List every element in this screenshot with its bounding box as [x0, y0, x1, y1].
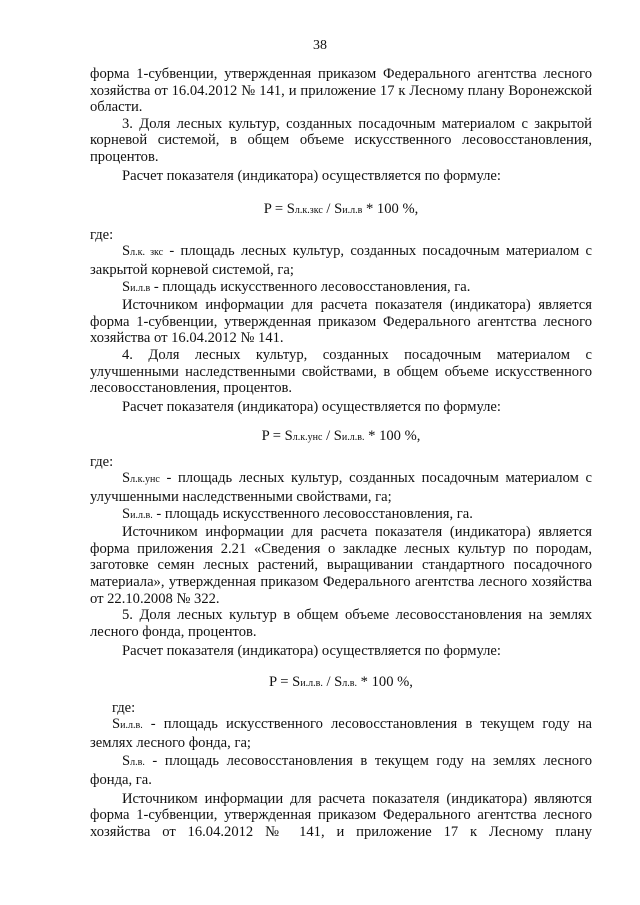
section-3-heading: 3. Доля лесных культур, созданных посадочным материалом с закрытой корневой системой, в общем объеме искусственного лесовосстановления, процентов. [90, 115, 592, 165]
formula-5: P = Sи.л.в. / Sл.в. * 100 %, [269, 674, 413, 690]
paragraph: Источником информации для расчета показателя (индикатора) являются форма 1-субвенции, утвержденная приказом Федерального агентства лесного хозяйства от 16.04.2012 № 141, и приложение 17 к Лесному плану [90, 790, 592, 840]
section-5-heading: 5. Доля лесных культур в общем объеме лесовосстановления на землях лесного фонда, процентов. [90, 607, 592, 640]
paragraph: форма 1-субвенции, утвержденная приказом Федерального агентства лесного хозяйства от 16.04.2012 № 141, и приложение 17 к Лесному плану Воронежской области. [90, 66, 592, 116]
formula-3: P = Sл.к.зкс / Sи.л.в * 100 %, [263, 201, 419, 218]
definition: Sл.к.унс - площадь лесных культур, созданных посадочным материалом с улучшенными наследственными свойствами, га; [90, 470, 592, 506]
where-label: где: [90, 453, 114, 470]
definition: Sи.л.в. - площадь искусственного лесовосстановления, га. [122, 505, 473, 522]
definition: Sл.к. зкс - площадь лесных культур, созданных посадочным материалом с закрытой корневой системой, га; [90, 243, 592, 278]
definition: Sл.в. - площадь лесовосстановления в текущем году на землях лесного фонда, га. [90, 753, 592, 788]
document-body [90, 66, 592, 840]
section-4-heading: 4. Доля лесных культур, созданных посадочным материалом с улучшенными наследственными свойствами, в общем объеме искусственного лесовосстановления, процентов. [90, 346, 592, 397]
paragraph: Источником информации для расчета показателя (индикатора) является форма 1-субвенции, утвержденная приказом Федерального агентства лесного хозяйства от 16.04.2012 № 141. [90, 297, 592, 347]
formula-4: P = Sл.к.унс / Sи.л.в. * 100 %, [261, 428, 421, 445]
paragraph: Источником информации для расчета показателя (индикатора) является форма приложения 2.21 «Сведения о закладке лесных культур по породам, заготовке семян лесных растений, выращивании стандартного посадочного материала», утвержденная приказом Федерального агентства лесного хозяйства от 22.10.2008 № 322. [90, 524, 592, 607]
formula-intro: Расчет показателя (индикатора) осуществляется по формуле: [122, 398, 501, 415]
page-number: 38 [313, 38, 327, 53]
where-label: где: [112, 699, 136, 716]
definition: Sи.л.в - площадь искусственного лесовосстановления, га. [122, 278, 471, 295]
formula-intro: Расчет показателя (индикатора) осуществляется по формуле: [122, 643, 501, 660]
where-label: где: [90, 226, 114, 243]
formula-intro: Расчет показателя (индикатора) осуществляется по формуле: [122, 167, 501, 184]
definition: Sи.л.в. - площадь искусственного лесовосстановления в текущем году на землях лесного фонда, га; [90, 716, 592, 751]
